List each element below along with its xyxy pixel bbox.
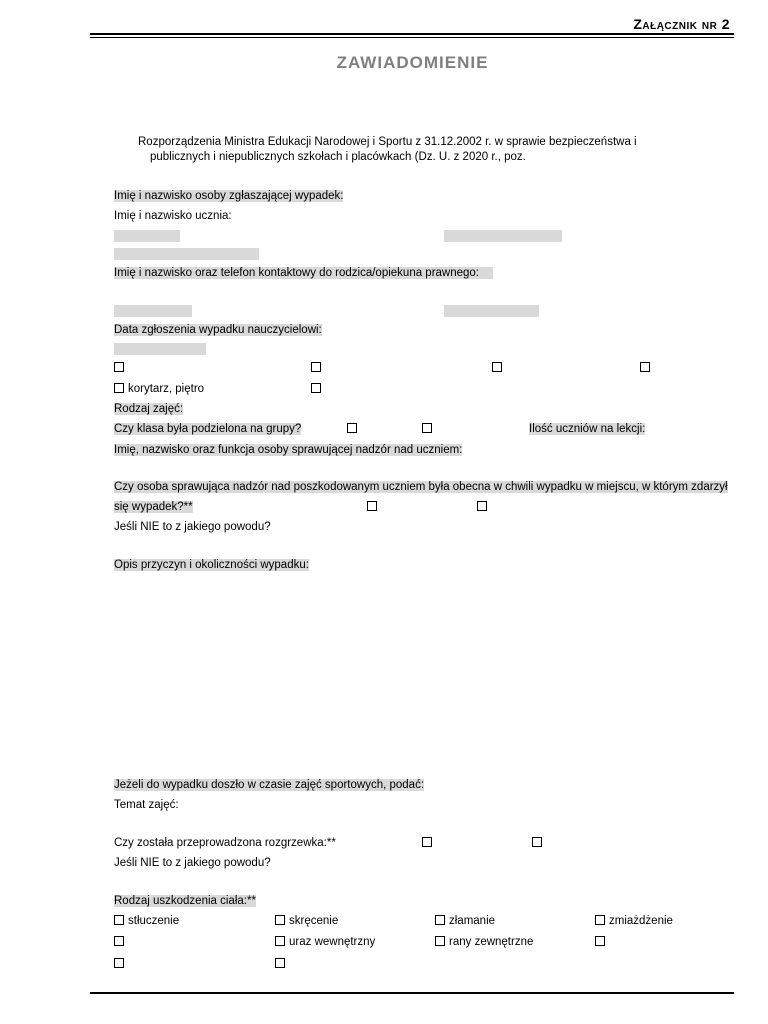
place-checkbox-4[interactable]	[640, 362, 654, 374]
injury-checkbox-10[interactable]	[275, 958, 289, 970]
sport-label: Jeżeli do wypadku doszło w czasie zajęć sportowych, podać:	[114, 779, 425, 791]
parent-label: Imię i nazwisko oraz telefon kontaktowy do rodzica/opiekuna prawnego:	[114, 267, 493, 279]
checkbox-icon	[114, 383, 124, 393]
header-rule-thin	[90, 37, 734, 38]
student-field-2[interactable]	[444, 230, 562, 242]
if-no-reason-2: Jeśli NIE to z jakiego powodu?	[114, 857, 271, 869]
supervisor-present-no[interactable]	[477, 501, 491, 513]
supervisor-label: Imię, nazwisko oraz funkcja osoby sprawującej nadzór nad uczniem:	[114, 444, 463, 456]
supervisor-present-line-1: Czy osoba sprawująca nadzór nad poszkodowanym uczniem była obecna w chwili wypadku w miejscu, w którym zdarzył	[114, 481, 728, 493]
attachment-label: Załącznik nr 2	[633, 16, 730, 32]
place-checkbox-1[interactable]	[114, 362, 128, 374]
intro-line-1: Rozporządzenia Ministra Edukacji Narodowej i Sportu z 31.12.2002 r. w sprawie bezpieczeństwa i	[138, 136, 637, 148]
lesson-type-label: Rodzaj zajęć:	[114, 403, 184, 415]
report-date-field[interactable]	[114, 343, 206, 355]
checkbox-icon	[114, 915, 124, 925]
warmup-checkbox-no[interactable]	[532, 837, 546, 849]
injury-sprain-option[interactable]	[275, 915, 338, 927]
checkbox-icon	[114, 936, 124, 946]
checkbox-icon	[422, 423, 432, 433]
checkbox-icon	[347, 423, 357, 433]
checkbox-icon	[435, 936, 445, 946]
checkbox-icon	[311, 383, 321, 393]
students-count-label: Ilość uczniów na lekcji:	[529, 423, 646, 435]
groups-checkbox-no[interactable]	[422, 423, 436, 435]
injury-checkbox-8[interactable]	[595, 936, 609, 948]
header-rule	[90, 33, 734, 35]
checkbox-icon	[114, 958, 124, 968]
injury-internal-option[interactable]	[275, 936, 375, 948]
checkbox-icon	[275, 958, 285, 968]
place-checkbox-2[interactable]	[311, 362, 325, 374]
warmup-label: Czy została przeprowadzona rozgrzewka:**	[114, 837, 336, 849]
student-label: Imię i nazwisko ucznia:	[114, 210, 232, 222]
student-field-1[interactable]	[114, 230, 180, 242]
report-date-label: Data zgłoszenia wypadku nauczycielowi:	[114, 324, 322, 336]
footer-rule	[90, 992, 734, 994]
injury-sprain-label: skręcenie	[289, 915, 339, 927]
injury-crush-option[interactable]	[595, 915, 673, 927]
checkbox-icon	[640, 362, 650, 372]
intro-line-2: publicznych i niepublicznych szkołach i placówkach (Dz. U. z 2020 r., poz.	[150, 151, 526, 163]
place-corridor-option[interactable]	[114, 383, 204, 395]
checkbox-icon	[311, 362, 321, 372]
checkbox-icon	[422, 837, 432, 847]
injury-fracture-option[interactable]	[435, 915, 495, 927]
parent-field-2[interactable]	[444, 305, 539, 317]
injury-bruise-option[interactable]	[114, 915, 179, 927]
injury-bruise-label: stłuczenie	[128, 915, 180, 927]
parent-field-1[interactable]	[114, 305, 192, 317]
checkbox-icon	[595, 936, 605, 946]
place-checkbox-6[interactable]	[311, 383, 325, 395]
checkbox-icon	[435, 915, 445, 925]
checkbox-icon	[595, 915, 605, 925]
injury-checkbox-9[interactable]	[114, 958, 128, 970]
supervisor-present-yes[interactable]	[367, 501, 381, 513]
checkbox-icon	[114, 362, 124, 372]
injury-crush-label: zmiażdżenie	[609, 915, 673, 927]
groups-label: Czy klasa była podzielona na grupy?	[114, 423, 302, 435]
lesson-topic-label: Temat zajęć:	[114, 799, 179, 811]
supervisor-present-line-2: się wypadek?**	[114, 501, 193, 513]
checkbox-icon	[532, 837, 542, 847]
groups-checkbox-yes[interactable]	[347, 423, 361, 435]
checkbox-icon	[367, 501, 377, 511]
place-checkbox-3[interactable]	[492, 362, 506, 374]
student-field-3[interactable]	[114, 248, 259, 260]
checkbox-icon	[492, 362, 502, 372]
checkbox-icon	[477, 501, 487, 511]
if-no-reason-1: Jeśli NIE to z jakiego powodu?	[114, 521, 271, 533]
causes-label: Opis przyczyn i okoliczności wypadku:	[114, 559, 309, 571]
checkbox-icon	[275, 936, 285, 946]
checkbox-icon	[275, 915, 285, 925]
injury-checkbox-5[interactable]	[114, 936, 128, 948]
reporter-label: Imię i nazwisko osoby zgłaszającej wypadek:	[114, 190, 344, 202]
injury-external-option[interactable]	[435, 936, 533, 948]
injury-internal-label: uraz wewnętrzny	[289, 936, 376, 948]
injury-external-label: rany zewnętrzne	[449, 936, 534, 948]
warmup-checkbox-yes[interactable]	[422, 837, 436, 849]
place-corridor-label: korytarz, piętro	[128, 383, 205, 395]
document-title: ZAWIADOMIENIE	[336, 53, 489, 72]
injury-type-label: Rodzaj uszkodzenia ciała:**	[114, 895, 256, 907]
injury-fracture-label: złamanie	[449, 915, 496, 927]
